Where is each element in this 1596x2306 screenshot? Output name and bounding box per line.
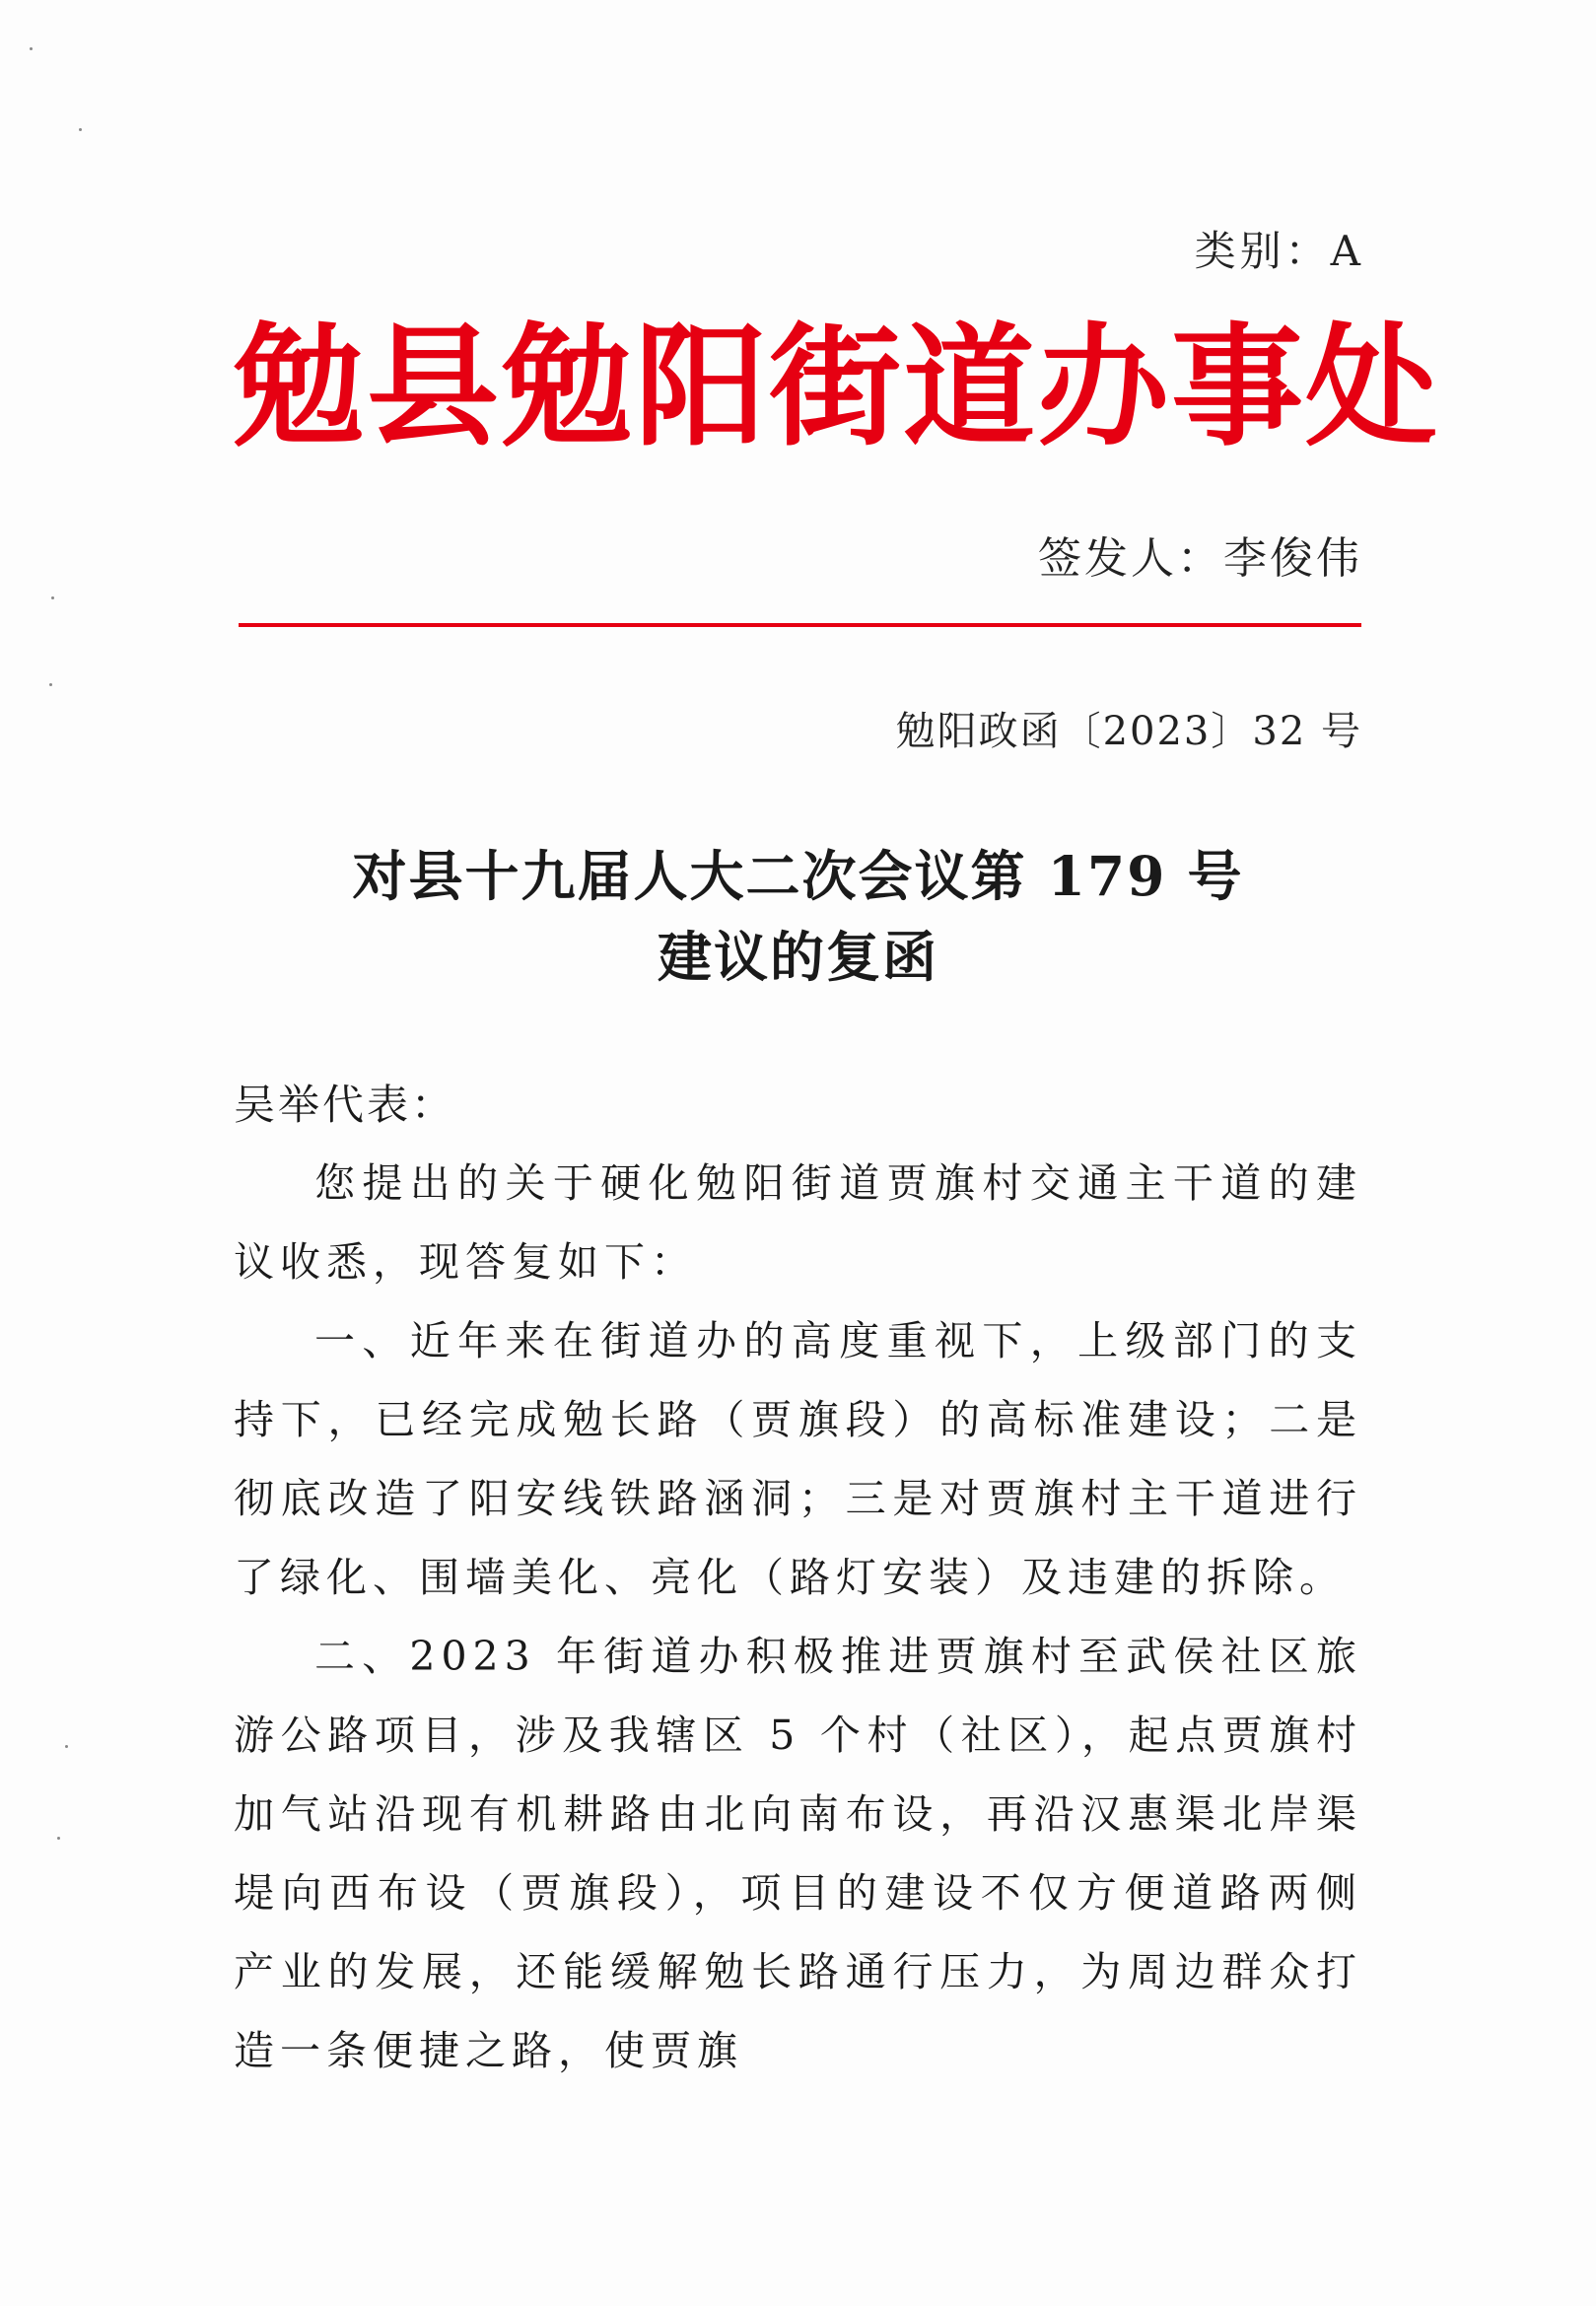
- paragraph-point-2: 二、2023 年街道办积极推进贾旗村至武侯社区旅游公路项目，涉及我辖区 5 个村（社区），起点贾旗村加气站沿现有机耕路由北向南布设，再沿汉惠渠北岸渠堤向西布设（贾旗段），项目的建设不仅方便道路两侧产业的发展，还能缓解勉长路通行压力，为周边群众打造一条便捷之路，使贾旗: [234, 1633, 1362, 2074]
- document-heading: [0, 836, 1596, 998]
- scan-speck: [65, 1745, 68, 1748]
- heading-line-1: 对县十九届人大二次会议第 179 号: [352, 844, 1244, 908]
- scan-speck: [49, 683, 52, 686]
- scan-speck: [79, 128, 82, 131]
- scan-speck: [30, 47, 33, 50]
- issuing-office-title: 勉县勉阳街道办事处: [233, 311, 1440, 464]
- document-number: 勉阳政函〔2023〕32 号: [895, 709, 1362, 754]
- scan-speck: [51, 596, 54, 599]
- document-category: 类别：A: [1194, 227, 1364, 275]
- letter-body: [234, 1144, 1362, 2090]
- signer-line: 签发人：李俊伟: [1038, 533, 1362, 584]
- salutation: 吴举代表：: [234, 1081, 456, 1129]
- paragraph-intro: 您提出的关于硬化勉阳街道贾旗村交通主干道的建议收悉，现答复如下：: [234, 1159, 1362, 1286]
- heading-line-2: 建议的复函: [657, 925, 938, 989]
- paragraph-point-1: 一、近年来在街道办的高度重视下，上级部门的支持下，已经完成勉长路（贾旗段）的高标准建设；二是彻底改造了阳安线铁路涵洞；三是对贾旗村主干道进行了绿化、围墙美化、亮化（路灯安装）及违建的拆除。: [234, 1317, 1362, 1601]
- red-divider-line: [239, 623, 1361, 627]
- scan-speck: [57, 1837, 60, 1840]
